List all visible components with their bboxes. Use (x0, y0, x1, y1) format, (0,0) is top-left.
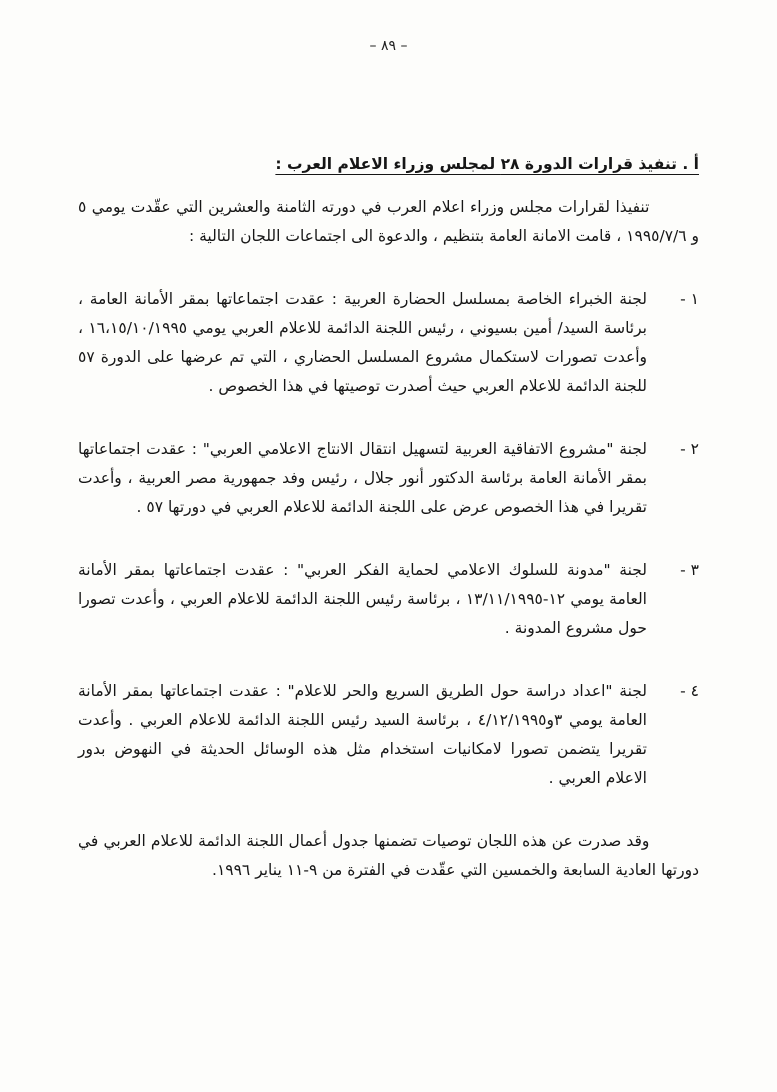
item-number: ٣ - (680, 560, 699, 579)
document-content (0, 54, 777, 885)
list-item (78, 285, 699, 401)
item-text: لجنة "مدونة للسلوك الاعلامي لحماية الفكر العربي" : عقدت اجتماعاتها بمقر الأمانة العامة يومي ١٢-١٣/١١/١٩٩٥ ، برئاسة رئيس اللجنة الدائمة للاعلام العربي ، وأعدت تصورا حول مشروع المدونة . (78, 560, 647, 637)
closing-paragraph: وقد صدرت عن هذه اللجان توصيات تضمنها جدول أعمال اللجنة الدائمة للاعلام العربي في دورتها العادية السابعة والخمسين التي عقّدت في الفترة من ٩-١١ يناير ١٩٩٦. (78, 831, 699, 879)
list-item (78, 556, 699, 643)
list-item (78, 435, 699, 522)
section-heading: أ . تنفيذ قرارات الدورة ٢٨ لمجلس وزراء الاعلام العرب : (275, 155, 699, 173)
item-number: ٢ - (680, 439, 699, 458)
page-number: – ٨٩ – (369, 38, 408, 54)
item-text: لجنة الخبراء الخاصة بمسلسل الحضارة العربية : عقدت اجتماعاتها بمقر الأمانة العامة ، برئاسة السيد/ أمين بسيوني ، رئيس اللجنة الدائمة للاعلام العربي يومي ١٦،١٥/١٠/١٩٩٥ ، وأعدت تصورات لاستكمال مشروع المسلسل الحضاري ، التي تم عرضها على الدورة ٥٧ للجنة الدائمة للاعلام العربي حيث أصدرت توصيتها في هذا الخصوص . (78, 289, 647, 395)
item-text: لجنة "اعداد دراسة حول الطريق السريع والحر للاعلام" : عقدت اجتماعاتها بمقر الأمانة العامة يومي ٣و٤/١٢/١٩٩٥ ، برئاسة السيد رئيس اللجنة الدائمة للاعلام العربي . وأعدت تقريرا يتضمن تصورا لامكانيات استخدام مثل هذه الوسائل الحديثة في النهوض بدور الاعلام العربي . (78, 681, 647, 787)
item-number: ١ - (680, 289, 699, 308)
intro-paragraph: تنفيذا لقرارات مجلس وزراء اعلام العرب في دورته الثامنة والعشرين التي عقّدت يومي ٥ و ١٩٩٥/٧/٦ ، قامت الامانة العامة بتنظيم ، والدعوة الى اجتماعات اللجان التالية : (78, 197, 699, 245)
list-item (78, 677, 699, 793)
item-text: لجنة "مشروع الاتفاقية العربية لتسهيل انتقال الانتاج الاعلامي العربي" : عقدت اجتماعاتها بمقر الأمانة العامة برئاسة الدكتور أنور جلال ، رئيس وفد جمهورية مصر العربية ، وأعدت تقريرا في هذا الخصوص عرض على اللجنة الدائمة للاعلام العربي في دورتها ٥٧ . (78, 439, 647, 516)
item-number: ٤ - (680, 681, 699, 700)
